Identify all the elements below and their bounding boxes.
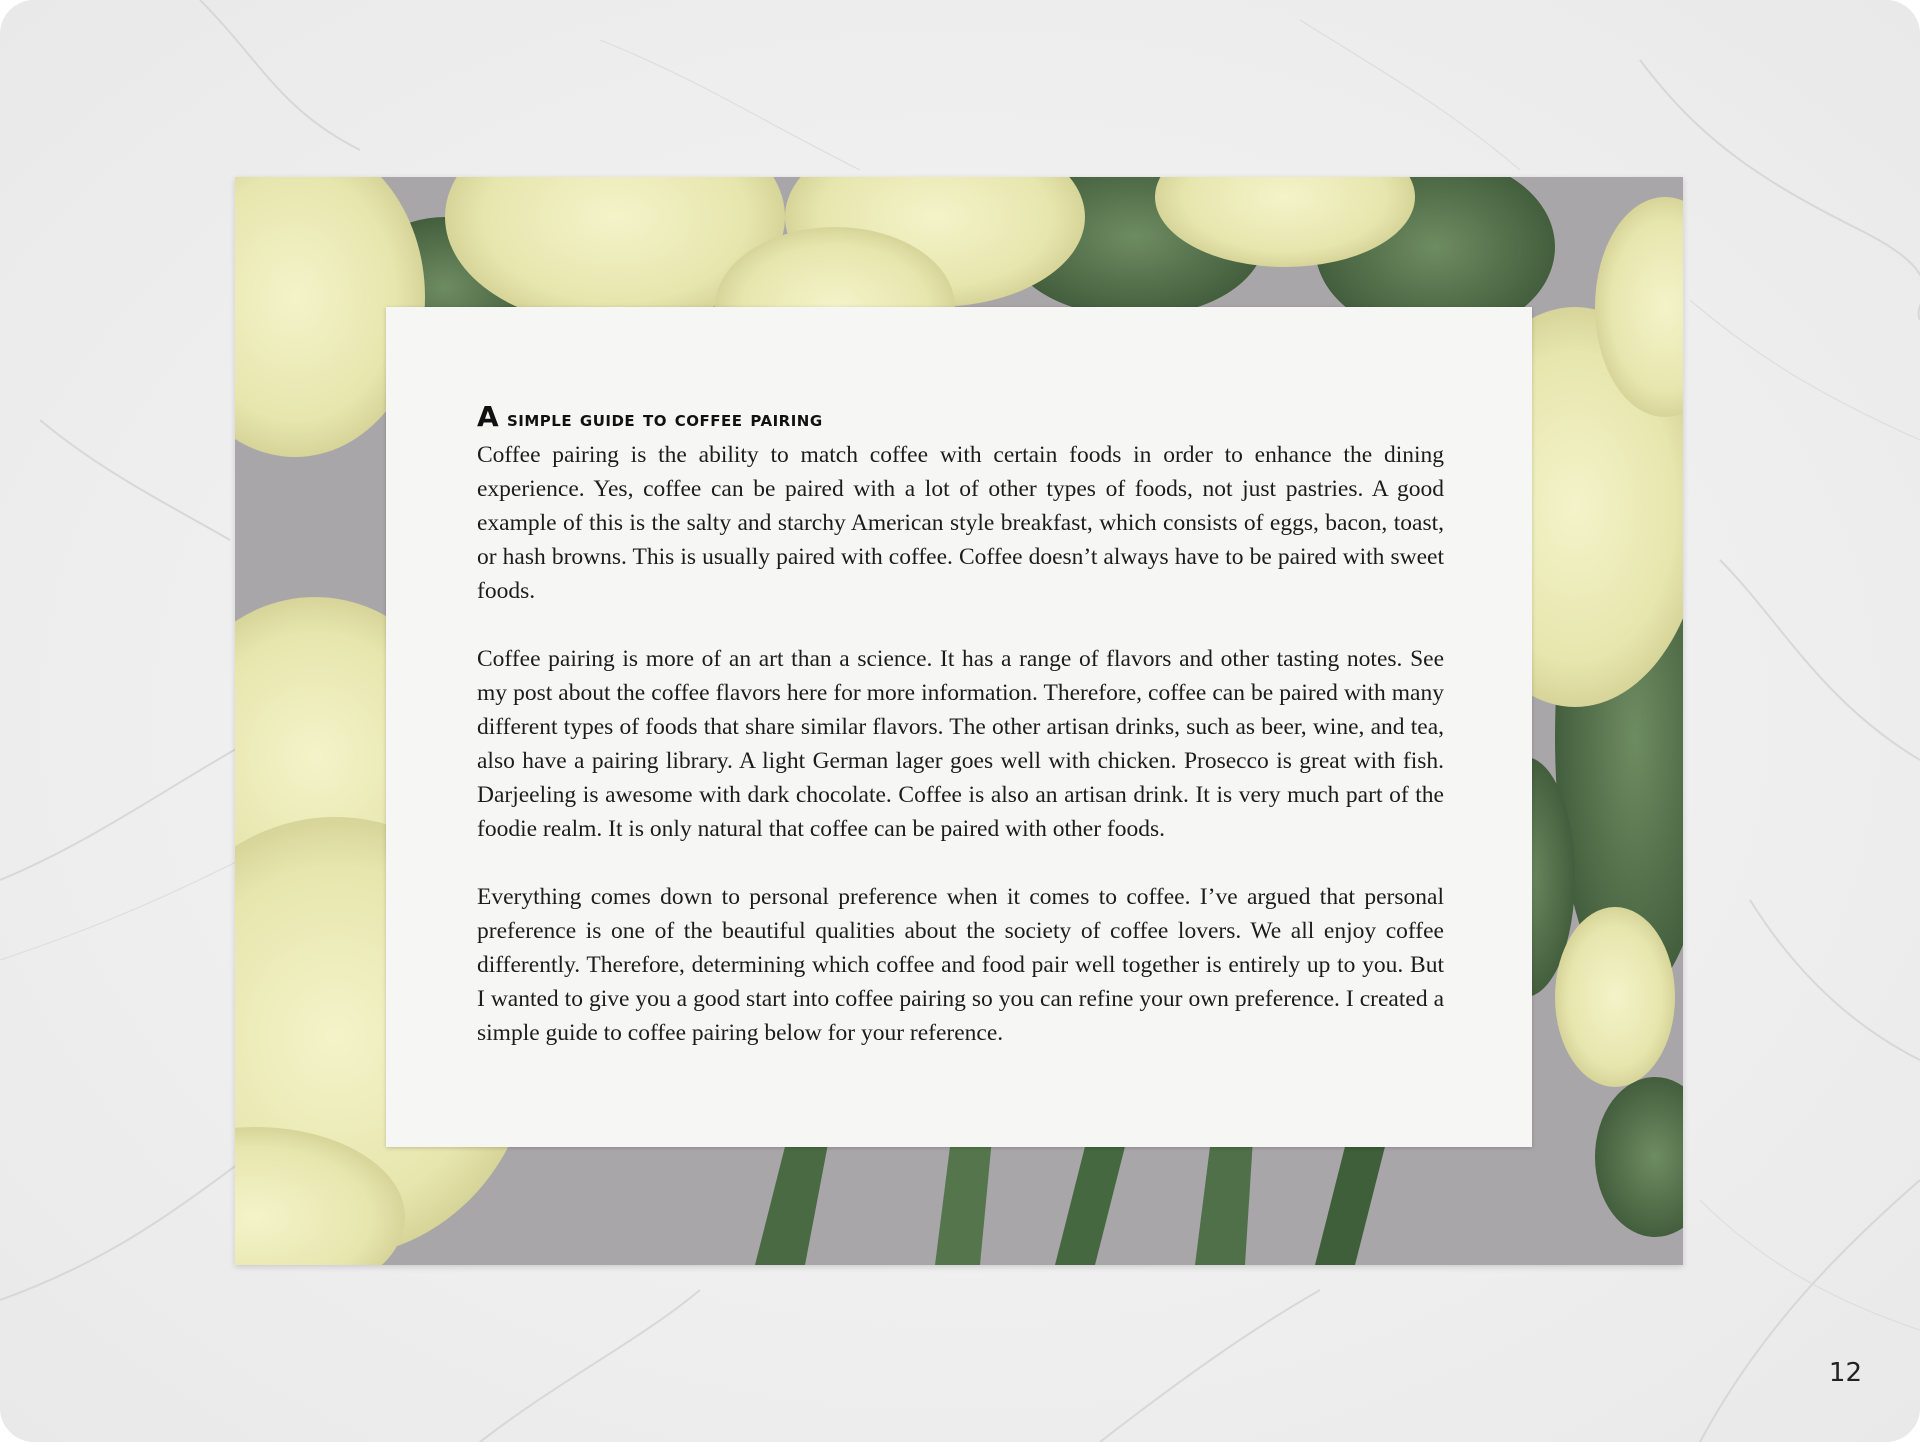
article-title [477, 402, 1444, 434]
article-paragraph-3: Everything comes down to personal preference when it comes to coffee. I’ve argued that personal preference is one of the beautiful qualities about the society of coffee lovers. We all enjoy coffee differently. Therefore, determining which coffee and food pair well together is entirely up to you. But I wanted to give you a good start into coffee pairing so you can refine your own preference. I created a simple guide to coffee pairing below for your reference. [477, 884, 1444, 1046]
article-title-text: simple guide to coffee pairing [499, 407, 823, 431]
page-number: 12 [1828, 1358, 1862, 1388]
article-paragraph-2: Coffee pairing is more of an art than a science. It has a range of flavors and other tasting notes. See my post about the coffee flavors here for more information. Therefore, coffee can be paired with many different types of foods that share similar flavors. The other artisan drinks, such as beer, wine, and tea, also have a pairing library. A light German lager goes well with chicken. Prosecco is great with fish. Darjeeling is awesome with dark chocolate. Coffee is also an artisan drink. It is very much part of the foodie realm. It is only natural that coffee can be paired with other foods. [477, 646, 1444, 842]
article-paragraph-1: Coffee pairing is the ability to match coffee with certain foods in order to enhance the dining experience. Yes, coffee can be paired with a lot of other types of foods, not just pastries. A good example of this is the salty and starchy American style breakfast, which consists of eggs, bacon, toast, or hash browns. This is usually paired with coffee. Coffee doesn’t always have to be paired with sweet foods. [477, 442, 1444, 604]
article-card [386, 307, 1532, 1147]
article-title-initial: A [477, 400, 500, 433]
article-body [477, 402, 1444, 1084]
